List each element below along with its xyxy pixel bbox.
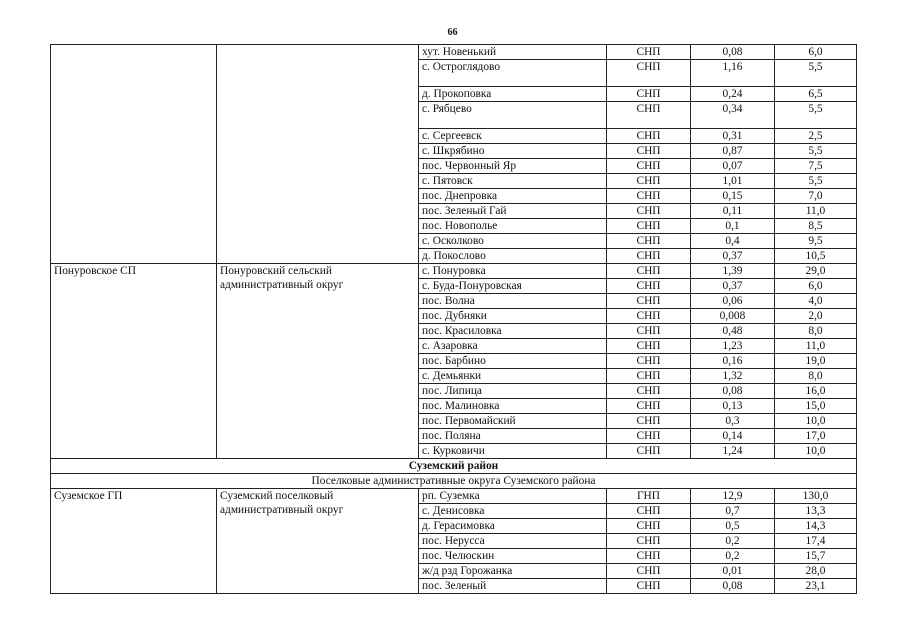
value-a-cell: 1,32 [691,369,775,384]
settlement-cell: с. Азаровка [419,339,607,354]
settlement-cell: д. Прокоповка [419,87,607,102]
type-cell: СНП [607,354,691,369]
table-row [51,489,857,504]
settlement-cell: д. Покослово [419,249,607,264]
type-cell: СНП [607,579,691,594]
value-b-cell: 5,5 [775,60,857,87]
value-a-cell: 0,4 [691,234,775,249]
type-cell: СНП [607,87,691,102]
settlement-cell: с. Демьянки [419,369,607,384]
type-cell: СНП [607,504,691,519]
settlement-cell: с. Курковичи [419,444,607,459]
value-b-cell: 15,7 [775,549,857,564]
type-cell: СНП [607,309,691,324]
type-cell: СНП [607,159,691,174]
value-b-cell: 2,5 [775,129,857,144]
value-b-cell: 11,0 [775,339,857,354]
value-a-cell: 1,39 [691,264,775,279]
settlements-table [50,44,857,594]
table-row [51,264,857,279]
value-b-cell: 6,0 [775,45,857,60]
okrug-heading-row [51,474,857,489]
value-a-cell: 0,06 [691,294,775,309]
type-cell: СНП [607,129,691,144]
type-cell: СНП [607,534,691,549]
value-b-cell: 14,3 [775,519,857,534]
okrug-cell: Понуровский сельский административный округ [217,264,419,459]
value-b-cell: 7,5 [775,159,857,174]
settlement-cell: пос. Волна [419,294,607,309]
type-cell: СНП [607,204,691,219]
type-cell: СНП [607,102,691,129]
settlement-cell: пос. Малиновка [419,399,607,414]
value-b-cell: 19,0 [775,354,857,369]
type-cell: ГНП [607,489,691,504]
value-b-cell: 7,0 [775,189,857,204]
type-cell: СНП [607,189,691,204]
settlement-cell: пос. Липица [419,384,607,399]
settlement-cell: пос. Нерусса [419,534,607,549]
value-b-cell: 6,0 [775,279,857,294]
value-b-cell: 5,5 [775,144,857,159]
type-cell: СНП [607,369,691,384]
value-b-cell: 8,5 [775,219,857,234]
type-cell: СНП [607,384,691,399]
table-body [51,45,857,594]
value-b-cell: 28,0 [775,564,857,579]
value-b-cell: 10,5 [775,249,857,264]
settlement-cell: пос. Дубняки [419,309,607,324]
settlement-cell: пос. Первомайский [419,414,607,429]
type-cell: СНП [607,144,691,159]
settlement-cell: пос. Челюскин [419,549,607,564]
settlement-cell: с. Сергеевск [419,129,607,144]
value-a-cell: 0,13 [691,399,775,414]
value-b-cell: 13,3 [775,504,857,519]
type-cell: СНП [607,414,691,429]
settlement-cell: с. Остроглядово [419,60,607,87]
value-b-cell: 130,0 [775,489,857,504]
type-cell: СНП [607,564,691,579]
value-b-cell: 11,0 [775,204,857,219]
type-cell: СНП [607,399,691,414]
value-a-cell: 1,01 [691,174,775,189]
value-a-cell: 0,31 [691,129,775,144]
value-a-cell: 0,07 [691,159,775,174]
value-a-cell: 12,9 [691,489,775,504]
value-a-cell: 0,37 [691,249,775,264]
value-a-cell: 0,14 [691,429,775,444]
settlement-cell: с. Осколково [419,234,607,249]
value-b-cell: 10,0 [775,414,857,429]
value-a-cell: 1,23 [691,339,775,354]
value-a-cell: 0,2 [691,549,775,564]
value-b-cell: 9,5 [775,234,857,249]
value-a-cell: 0,008 [691,309,775,324]
value-b-cell: 16,0 [775,384,857,399]
settlement-cell: с. Понуровка [419,264,607,279]
settlement-cell: пос. Днепровка [419,189,607,204]
value-a-cell: 0,5 [691,519,775,534]
value-a-cell: 0,08 [691,579,775,594]
type-cell: СНП [607,339,691,354]
settlement-cell: с. Буда-Понуровская [419,279,607,294]
value-b-cell: 10,0 [775,444,857,459]
type-cell: СНП [607,174,691,189]
type-cell: СНП [607,324,691,339]
value-b-cell: 17,4 [775,534,857,549]
value-a-cell: 1,16 [691,60,775,87]
value-a-cell: 0,15 [691,189,775,204]
value-a-cell: 0,48 [691,324,775,339]
value-b-cell: 29,0 [775,264,857,279]
type-cell: СНП [607,219,691,234]
value-b-cell: 5,5 [775,174,857,189]
value-b-cell: 4,0 [775,294,857,309]
value-a-cell: 0,08 [691,45,775,60]
settlement-cell: пос. Поляна [419,429,607,444]
district-row [51,459,857,474]
value-a-cell: 0,16 [691,354,775,369]
type-cell: СНП [607,519,691,534]
value-b-cell: 8,0 [775,369,857,384]
value-b-cell: 15,0 [775,399,857,414]
value-b-cell: 23,1 [775,579,857,594]
settlement-cell: с. Денисовка [419,504,607,519]
settlement-cell: д. Герасимовка [419,519,607,534]
type-cell: СНП [607,60,691,87]
municipality-cell: Понуровское СП [51,264,217,459]
value-a-cell: 0,3 [691,414,775,429]
settlement-cell: пос. Барбино [419,354,607,369]
type-cell: СНП [607,549,691,564]
value-a-cell: 0,11 [691,204,775,219]
municipality-cell [51,45,217,264]
type-cell: СНП [607,429,691,444]
okrug-heading: Поселковые административные округа Суземского района [51,474,857,489]
type-cell: СНП [607,444,691,459]
district-heading: Суземский район [51,459,857,474]
municipality-cell: Суземское ГП [51,489,217,594]
okrug-cell [217,45,419,264]
value-a-cell: 0,01 [691,564,775,579]
value-b-cell: 2,0 [775,309,857,324]
settlement-cell: пос. Зеленый [419,579,607,594]
value-a-cell: 0,08 [691,384,775,399]
settlement-cell: пос. Червонный Яр [419,159,607,174]
value-b-cell: 8,0 [775,324,857,339]
value-a-cell: 0,34 [691,102,775,129]
table-row [51,45,857,60]
page-number: 66 [447,27,458,38]
type-cell: СНП [607,234,691,249]
value-a-cell: 0,2 [691,534,775,549]
value-b-cell: 17,0 [775,429,857,444]
value-b-cell: 6,5 [775,87,857,102]
settlement-cell: хут. Новенький [419,45,607,60]
type-cell: СНП [607,45,691,60]
okrug-cell: Суземский поселковый административный округ [217,489,419,594]
settlement-cell: пос. Зеленый Гай [419,204,607,219]
settlement-cell: рп. Суземка [419,489,607,504]
settlement-cell: с. Пятовск [419,174,607,189]
value-a-cell: 0,24 [691,87,775,102]
value-a-cell: 0,37 [691,279,775,294]
type-cell: СНП [607,249,691,264]
type-cell: СНП [607,264,691,279]
type-cell: СНП [607,279,691,294]
value-b-cell: 5,5 [775,102,857,129]
value-a-cell: 1,24 [691,444,775,459]
type-cell: СНП [607,294,691,309]
settlement-cell: пос. Красиловка [419,324,607,339]
settlement-cell: с. Шкрябино [419,144,607,159]
settlement-cell: с. Рябцево [419,102,607,129]
value-a-cell: 0,1 [691,219,775,234]
value-a-cell: 0,87 [691,144,775,159]
value-a-cell: 0,7 [691,504,775,519]
settlement-cell: ж/д рзд Горожанка [419,564,607,579]
settlement-cell: пос. Новополье [419,219,607,234]
